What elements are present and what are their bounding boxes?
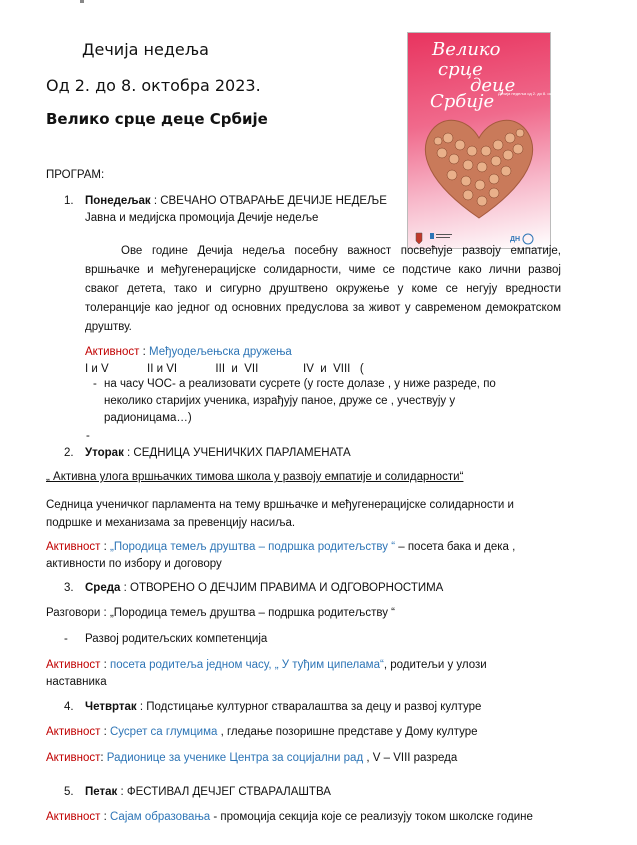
- day5-activity-rest: - промоција секција које се реализују током школске године: [210, 811, 533, 823]
- day1-subtitle: Јавна и медијска промоција Дечије недеље: [85, 212, 319, 224]
- day4-activity1-rest: , гледање позоришне представе у Дому културе: [217, 726, 478, 738]
- day1-paragraph: Ове године Дечија недеља посебну важност посвећује развоју емпатије, вршњачке и међугенерацијске солидарности, чиме се подстиче како лични развој сваког детета, тако и сигурно друштвено окружење у коме се негују вредности толеранције као једног од основних предуслова за живот у савременом демократском друштву.: [85, 245, 561, 333]
- day4-activity2-label: Активност: [46, 752, 101, 764]
- day1-title: : СВЕЧАНО ОТВАРАЊЕ ДЕЧИЈЕ НЕДЕЉЕ: [150, 195, 387, 207]
- day5-number: 5.: [64, 786, 74, 798]
- day5-heading: [85, 784, 331, 800]
- day1-bullet-dash: -: [93, 378, 97, 390]
- day5-activity: Активност : Сајам образовања - промоција секција које се реализују током школске године: [46, 811, 533, 823]
- day2-heading: [85, 445, 351, 461]
- day2-activity-label: Активност: [46, 541, 101, 553]
- day5-title: : ФЕСТИВАЛ ДЕЧЈЕГ СТВАРАЛАШТВА: [117, 786, 331, 798]
- day1-dash2: -: [86, 430, 90, 442]
- poster-title-4: Србије: [430, 91, 495, 112]
- poster-subtitle: Дечија недеља од 2. до 8. октобра 2023.: [498, 91, 574, 96]
- poster-title-1: Велико: [432, 39, 501, 60]
- day4-title: : Подстицање културног стваралаштва за децу и развој културе: [136, 701, 482, 713]
- day3-activity-label: Активност: [46, 659, 101, 671]
- day2-day: Уторак: [85, 447, 124, 459]
- cursor-marker: [80, 0, 84, 3]
- day3-talks: Разговори : „Породица темељ друштва – подршка родитељству “: [46, 607, 395, 619]
- day2-quote: „ Активна улога вршњачких тимова школа у развоју емпатије и солидарности“: [46, 471, 464, 483]
- day5-day: Петак: [85, 786, 118, 798]
- day2-paragraph: Седница ученичког парламента на тему вршњачке и међугенерацијске солидарности и подршке и механизама за превенцију насиља.: [46, 499, 514, 529]
- day1-heading: [85, 193, 387, 209]
- day3-heading: [85, 580, 443, 596]
- header-line1: Дечија недеља: [82, 40, 209, 59]
- day5-activity-text: Сајам образовања: [110, 811, 211, 823]
- poster-image: [407, 32, 574, 249]
- day4-day: Четвртак: [85, 701, 137, 713]
- day4-number: 4.: [64, 701, 74, 713]
- day4-activity1-text: Сусрет са глумцима: [110, 726, 218, 738]
- poster-title-3: деце: [470, 75, 516, 96]
- day4-activity1-label: Активност: [46, 726, 101, 738]
- day3-activity: Активност : посета родитеља једном часу, „ У туђим ципелама“, родитељи у улози: [46, 659, 487, 671]
- day2-number: 2.: [64, 447, 74, 459]
- day1-grades: I и V II и VI III и VII IV и VIII (: [85, 363, 364, 375]
- day3-day: Среда: [85, 582, 121, 594]
- day4-activity1: Активност : Сусрет са глумцима , гледање позоришне представе у Дому културе: [46, 726, 478, 738]
- day1-activity-label: Активност: [85, 346, 140, 358]
- program-label: ПРОГРАМ:: [46, 169, 105, 181]
- day2-title: : СЕДНИЦА УЧЕНИЧКИХ ПАРЛАМЕНАТА: [123, 447, 351, 459]
- day4-activity2-text: Радионице за ученике Центра за социјални рад: [106, 752, 364, 764]
- day3-activity-rest: , родитељи у улози: [383, 659, 487, 671]
- day3-title: : ОТВОРЕНО О ДЕЧЈИМ ПРАВИМА И ОДГОВОРНОСТИМА: [120, 582, 444, 594]
- poster-title-2: срце: [438, 59, 483, 80]
- day5-activity-label: Активност: [46, 811, 101, 823]
- day4-heading: [85, 699, 481, 715]
- day4-activity2-rest: , V – VIII разреда: [363, 752, 458, 764]
- day2-activity-line2: активности по избору и договору: [46, 558, 222, 570]
- day1-bullet-text: на часу ЧОС- а реализовати сусрете (у госте долазе , у ниже разреде, по неколико старијих ученика, израђују паное, друже се , учествују у радионицама…): [104, 378, 496, 424]
- day2-activity-rest: – посета бака и дека ,: [395, 541, 516, 553]
- header-line3: Велико срце деце Србије: [46, 110, 268, 128]
- poster-logo-text: ДН: [510, 236, 521, 243]
- day3-activity-line2: наставника: [46, 676, 107, 688]
- day3-bullet-dash: -: [64, 633, 68, 645]
- day1-activity: Активност : Међуодељењска дружења: [85, 346, 292, 358]
- header-line2: Од 2. до 8. октобра 2023.: [46, 76, 261, 95]
- day3-activity-text: посета родитеља једном часу, „ У туђим ципелама“: [110, 659, 384, 671]
- day2-activity: Активност : „Породица темељ друштва – подршка родитељству “ – посета бака и дека ,: [46, 541, 516, 553]
- day1-activity-text: Међуодељењска дружења: [149, 346, 292, 358]
- day1-day: Понедељак: [85, 195, 151, 207]
- day2-activity-text: „Породица темељ друштва – подршка родитељству “: [110, 541, 396, 553]
- poster-graphic: [408, 33, 574, 248]
- day1-number: 1.: [64, 195, 74, 207]
- day4-activity2: Активност: Радионице за ученике Центра за социјални рад , V – VIII разреда: [46, 752, 458, 764]
- day3-number: 3.: [64, 582, 74, 594]
- day3-bullet-text: Развој родитељских компетенција: [85, 633, 268, 645]
